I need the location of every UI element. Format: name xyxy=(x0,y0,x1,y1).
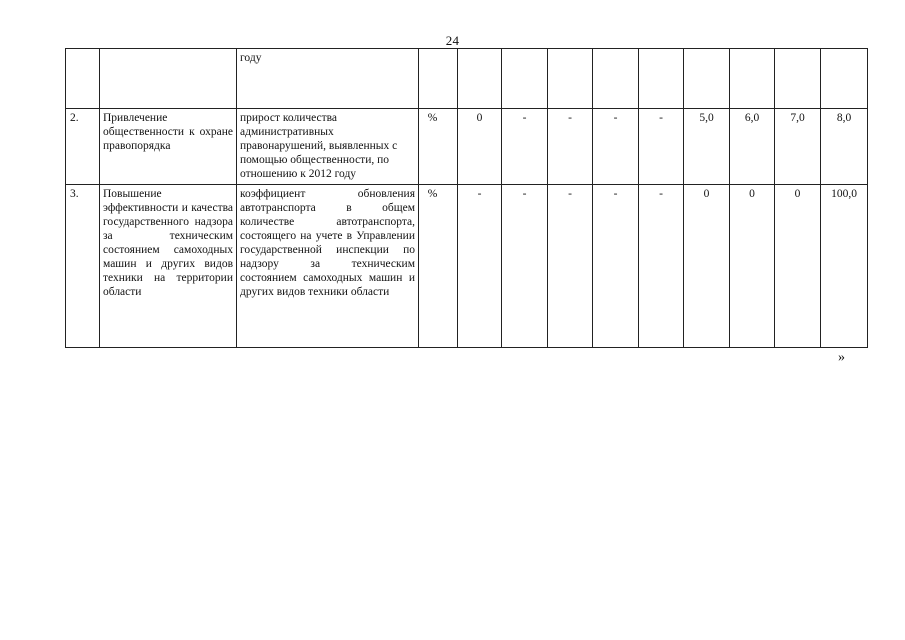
unit-cell xyxy=(419,49,458,109)
value-cell: - xyxy=(548,109,593,185)
indicators-table xyxy=(65,48,868,348)
row-number-cell xyxy=(66,49,100,109)
value-cell xyxy=(502,49,548,109)
value-cell: - xyxy=(593,185,639,348)
value-cell xyxy=(684,49,730,109)
value-cell: - xyxy=(593,109,639,185)
value-cell: - xyxy=(458,185,502,348)
value-cell: - xyxy=(502,109,548,185)
value-cell xyxy=(639,49,684,109)
value-cell xyxy=(821,49,868,109)
table-row xyxy=(66,49,868,109)
value-cell: 0 xyxy=(730,185,775,348)
value-cell: 100,0 xyxy=(821,185,868,348)
value-cell: - xyxy=(639,109,684,185)
value-cell: - xyxy=(502,185,548,348)
table-row xyxy=(66,185,868,348)
indicator-cell: коэффициент обновления автотранспорта в общем количестве автотранспорта, состоящего на учете в Управлении государственной инспекции по надзору за техническим состоянием самоходных машин и других видов техники области xyxy=(237,185,419,348)
goal-cell: Привлечение общественности к охране правопорядка xyxy=(100,109,237,185)
goal-cell: Повышение эффективности и качества государственного надзора за техническим состоянием самоходных машин и других видов техники на территории области xyxy=(100,185,237,348)
value-cell: 7,0 xyxy=(775,109,821,185)
value-cell xyxy=(730,49,775,109)
value-cell: 5,0 xyxy=(684,109,730,185)
value-cell xyxy=(775,49,821,109)
closing-quote: » xyxy=(838,350,845,365)
row-number-cell: 2. xyxy=(66,109,100,185)
goal-cell xyxy=(100,49,237,109)
value-cell: 8,0 xyxy=(821,109,868,185)
value-cell: 6,0 xyxy=(730,109,775,185)
value-cell xyxy=(548,49,593,109)
value-cell: 0 xyxy=(458,109,502,185)
value-cell: - xyxy=(639,185,684,348)
table-row xyxy=(66,109,868,185)
value-cell: 0 xyxy=(684,185,730,348)
value-cell: 0 xyxy=(775,185,821,348)
indicator-cell: прирост количества административных правонарушений, выявленных с помощью общественности, по отношению к 2012 году xyxy=(237,109,419,185)
value-cell xyxy=(593,49,639,109)
value-cell: - xyxy=(548,185,593,348)
indicator-cell: году xyxy=(237,49,419,109)
row-number-cell: 3. xyxy=(66,185,100,348)
unit-cell: % xyxy=(419,185,458,348)
value-cell xyxy=(458,49,502,109)
unit-cell: % xyxy=(419,109,458,185)
page-number: 24 xyxy=(445,33,460,48)
